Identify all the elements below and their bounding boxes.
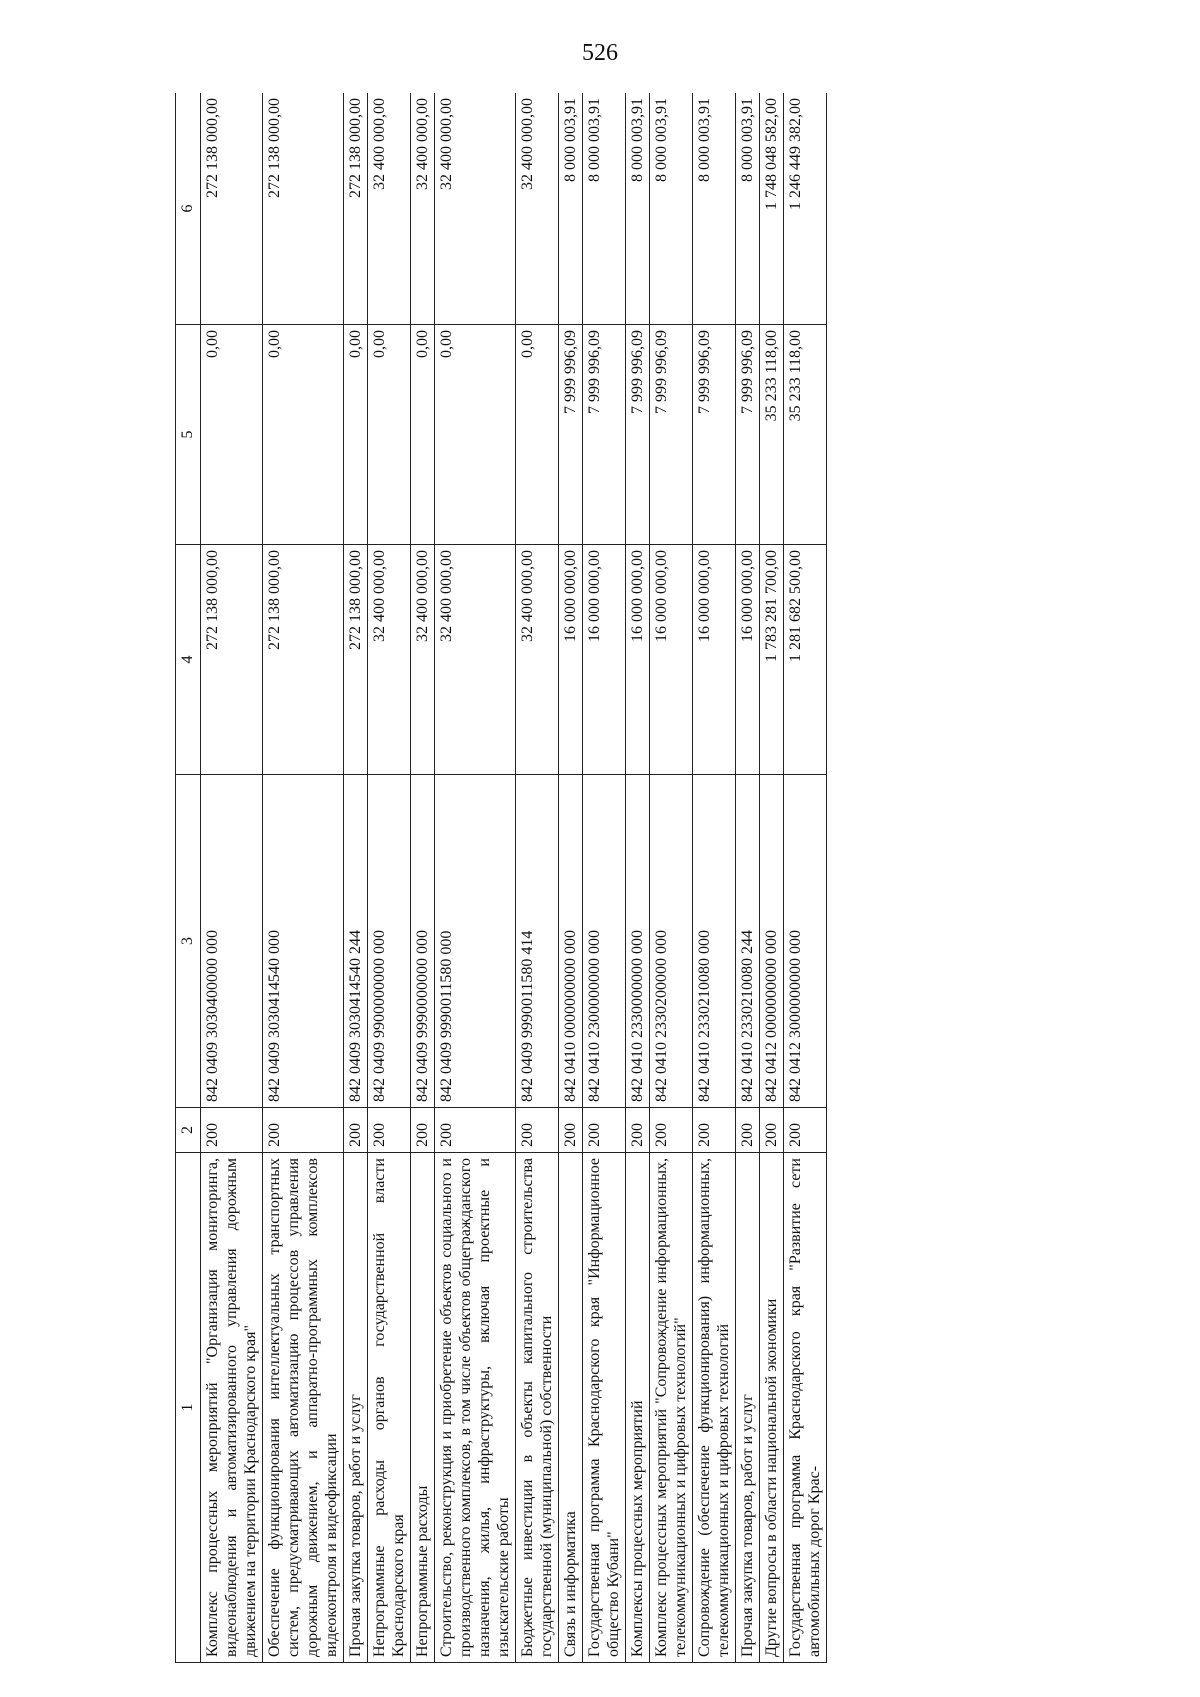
row-code-cell: 842 0412 3000000000 000 — [784, 775, 827, 1108]
row-code-cell: 842 0409 9900000000 000 — [368, 775, 411, 1108]
row-amount-col6: 32 400 000,00 — [435, 93, 516, 325]
row-amount-col5: 0,00 — [368, 325, 411, 545]
row-amount-col6: 272 138 000,00 — [263, 93, 344, 325]
row-amount-col5: 0,00 — [435, 325, 516, 545]
header-cell: 2 — [176, 1108, 201, 1153]
row-group-cell: 200 — [626, 1108, 650, 1153]
row-group-cell: 200 — [201, 1108, 263, 1153]
table-row — [201, 93, 263, 1663]
row-amount-col4: 16 000 000,00 — [650, 545, 693, 775]
row-name-cell: Строительство, реконструкция и приобретение объектов социального и производственного комплексов, в том числе объектов общегражданского назначения, жилья, инфраструктуры, включая проектные и изыскательские работы — [435, 1153, 516, 1663]
row-amount-col4: 16 000 000,00 — [559, 545, 583, 775]
header-cell: 5 — [176, 325, 201, 545]
row-amount-col6: 272 138 000,00 — [344, 93, 368, 325]
rotated-table-area — [175, 93, 1095, 1663]
table-row — [411, 93, 435, 1663]
row-code-cell: 842 0409 9990000000 000 — [411, 775, 435, 1108]
table-row — [435, 93, 516, 1663]
row-name-cell: Государственная программа Краснодарского края "Развитие сети автомобильных дорог Крас- — [784, 1153, 827, 1663]
row-amount-col6: 272 138 000,00 — [201, 93, 263, 325]
row-amount-col6: 1 748 048 582,00 — [760, 93, 784, 325]
row-amount-col4: 32 400 000,00 — [411, 545, 435, 775]
row-code-cell: 842 0410 2330210080 000 — [693, 775, 736, 1108]
row-group-cell: 200 — [583, 1108, 626, 1153]
row-code-cell: 842 0409 9990011580 414 — [516, 775, 559, 1108]
table-row — [344, 93, 368, 1663]
row-group-cell: 200 — [693, 1108, 736, 1153]
row-name-cell: Обеспечение функционирования интеллектуальных транспортных систем, предусматривающих автоматизацию процессов управления дорожным движением, и аппаратно-программных комплексов видеоконтроля и видеофиксации — [263, 1153, 344, 1663]
row-name-cell: Комплексы процессных мероприятий — [626, 1153, 650, 1663]
page-number: 526 — [582, 40, 618, 66]
row-amount-col5: 7 999 996,09 — [583, 325, 626, 545]
table-row — [559, 93, 583, 1663]
row-group-cell: 200 — [411, 1108, 435, 1153]
row-amount-col4: 272 138 000,00 — [344, 545, 368, 775]
row-amount-col4: 16 000 000,00 — [626, 545, 650, 775]
row-amount-col4: 1 281 682 500,00 — [784, 545, 827, 775]
header-cell: 1 — [176, 1153, 201, 1663]
row-group-cell: 200 — [736, 1108, 760, 1153]
row-code-cell: 842 0409 3030400000 000 — [201, 775, 263, 1108]
rotated-content — [175, 93, 1095, 1663]
table-row — [626, 93, 650, 1663]
row-code-cell: 842 0410 2330200000 000 — [650, 775, 693, 1108]
row-code-cell: 842 0409 9990011580 000 — [435, 775, 516, 1108]
row-amount-col6: 1 246 449 382,00 — [784, 93, 827, 325]
table-row — [693, 93, 736, 1663]
row-name-cell: Комплекс процессных мероприятий "Сопровождение информационных, телекоммуникационных и цифровых технологий" — [650, 1153, 693, 1663]
row-code-cell: 842 0409 3030414540 000 — [263, 775, 344, 1108]
header-cell: 3 — [176, 775, 201, 1108]
row-amount-col5: 7 999 996,09 — [626, 325, 650, 545]
row-amount-col5: 0,00 — [344, 325, 368, 545]
row-amount-col4: 272 138 000,00 — [201, 545, 263, 775]
row-code-cell: 842 0409 3030414540 244 — [344, 775, 368, 1108]
row-amount-col5: 7 999 996,09 — [650, 325, 693, 545]
row-code-cell: 842 0412 0000000000 000 — [760, 775, 784, 1108]
table-row — [650, 93, 693, 1663]
row-group-cell: 200 — [559, 1108, 583, 1153]
row-group-cell: 200 — [368, 1108, 411, 1153]
row-amount-col5: 35 233 118,00 — [784, 325, 827, 545]
row-amount-col4: 1 783 281 700,00 — [760, 545, 784, 775]
row-amount-col5: 0,00 — [263, 325, 344, 545]
row-amount-col6: 32 400 000,00 — [411, 93, 435, 325]
row-name-cell: Непрограммные расходы органов государственной власти Краснодарского края — [368, 1153, 411, 1663]
row-name-cell: Прочая закупка товаров, работ и услуг — [344, 1153, 368, 1663]
row-amount-col5: 7 999 996,09 — [559, 325, 583, 545]
table-row — [784, 93, 827, 1663]
table-body — [201, 93, 827, 1663]
row-name-cell: Непрограммные расходы — [411, 1153, 435, 1663]
row-amount-col5: 35 233 118,00 — [760, 325, 784, 545]
row-code-cell: 842 0410 2330210080 244 — [736, 775, 760, 1108]
row-amount-col6: 8 000 003,91 — [626, 93, 650, 325]
row-amount-col6: 8 000 003,91 — [559, 93, 583, 325]
table-row — [516, 93, 559, 1663]
row-amount-col4: 32 400 000,00 — [516, 545, 559, 775]
row-amount-col5: 0,00 — [516, 325, 559, 545]
table-row — [736, 93, 760, 1663]
row-code-cell: 842 0410 0000000000 000 — [559, 775, 583, 1108]
row-name-cell: Бюджетные инвестиции в объекты капитального строительства государственной (муниципальной) собственности — [516, 1153, 559, 1663]
row-amount-col5: 0,00 — [411, 325, 435, 545]
row-amount-col4: 16 000 000,00 — [736, 545, 760, 775]
row-code-cell: 842 0410 2330000000 000 — [626, 775, 650, 1108]
row-amount-col5: 7 999 996,09 — [736, 325, 760, 545]
row-group-cell: 200 — [435, 1108, 516, 1153]
row-group-cell: 200 — [344, 1108, 368, 1153]
row-amount-col4: 32 400 000,00 — [435, 545, 516, 775]
table-row — [368, 93, 411, 1663]
row-amount-col5: 0,00 — [201, 325, 263, 545]
row-name-cell: Другие вопросы в области национальной экономики — [760, 1153, 784, 1663]
row-amount-col5: 7 999 996,09 — [693, 325, 736, 545]
header-cell: 6 — [176, 93, 201, 325]
row-amount-col6: 32 400 000,00 — [516, 93, 559, 325]
row-group-cell: 200 — [760, 1108, 784, 1153]
header-row — [176, 93, 201, 1663]
row-group-cell: 200 — [516, 1108, 559, 1153]
row-amount-col6: 8 000 003,91 — [693, 93, 736, 325]
budget-table — [175, 93, 827, 1663]
row-name-cell: Сопровождение (обеспечение функционирования) информационных, телекоммуникационных и цифровых технологий — [693, 1153, 736, 1663]
row-code-cell: 842 0410 2300000000 000 — [583, 775, 626, 1108]
row-name-cell: Прочая закупка товаров, работ и услуг — [736, 1153, 760, 1663]
row-name-cell: Государственная программа Краснодарского края "Информационное общество Кубани" — [583, 1153, 626, 1663]
row-amount-col4: 272 138 000,00 — [263, 545, 344, 775]
row-amount-col6: 8 000 003,91 — [736, 93, 760, 325]
row-amount-col4: 32 400 000,00 — [368, 545, 411, 775]
row-amount-col4: 16 000 000,00 — [693, 545, 736, 775]
row-amount-col4: 16 000 000,00 — [583, 545, 626, 775]
row-amount-col6: 8 000 003,91 — [583, 93, 626, 325]
row-group-cell: 200 — [263, 1108, 344, 1153]
row-group-cell: 200 — [650, 1108, 693, 1153]
row-name-cell: Комплекс процессных мероприятий "Организация мониторинга, видеонаблюдения и автоматизированного управления дорожным движением на территории Краснодарского края" — [201, 1153, 263, 1663]
row-name-cell: Связь и информатика — [559, 1153, 583, 1663]
row-amount-col6: 32 400 000,00 — [368, 93, 411, 325]
table-row — [760, 93, 784, 1663]
table-row — [263, 93, 344, 1663]
header-cell: 4 — [176, 545, 201, 775]
row-amount-col6: 8 000 003,91 — [650, 93, 693, 325]
table-row — [583, 93, 626, 1663]
row-group-cell: 200 — [784, 1108, 827, 1153]
